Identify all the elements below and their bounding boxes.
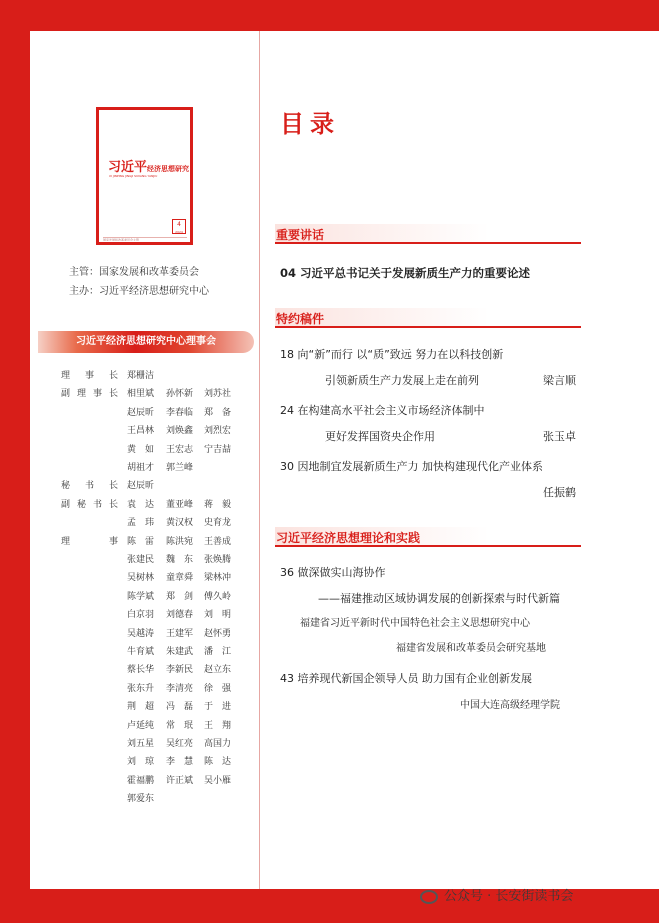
cover-brand-text: 经济思想研究 xyxy=(147,165,190,173)
roster-name: 郭兰峰 xyxy=(166,463,194,473)
roster-name: 于 进 xyxy=(204,702,232,713)
watermark xyxy=(420,885,573,904)
toc-author: 梁言顺 xyxy=(543,374,576,387)
council-title: 习近平经济思想研究中心理事会 xyxy=(76,336,216,347)
roster-row xyxy=(0,736,259,750)
roster-name: 黄汉权 xyxy=(166,518,194,529)
roster-role-char: 书 xyxy=(92,499,102,510)
roster-name: 李清亮 xyxy=(166,683,194,694)
roster-row xyxy=(0,386,259,400)
roster-name: 郑栅洁 xyxy=(127,371,155,381)
toc-entry-30[interactable]: 30 因地制宜发展新质生产力 加快构建现代化产业体系 xyxy=(280,460,543,473)
toc-entry-24[interactable]: 24 在构建高水平社会主义市场经济体制中 xyxy=(280,404,485,417)
roster-name: 陈洪宛 xyxy=(166,536,194,547)
roster-name: 潘 江 xyxy=(204,647,232,657)
roster-role xyxy=(61,534,118,547)
roster-role-char: 长 xyxy=(108,371,118,381)
toc-entry-36-line2: ——福建推动区域协调发展的创新探索与时代新篇 xyxy=(318,592,560,605)
toc-organization: 福建省习近平新时代中国特色社会主义思想研究中心 xyxy=(300,618,530,629)
roster-name: 史育龙 xyxy=(204,518,232,529)
roster-row xyxy=(0,405,259,419)
roster-name: 刘 琼 xyxy=(127,757,155,768)
section-header xyxy=(275,308,581,328)
roster-name: 张东升 xyxy=(127,683,155,694)
section-header xyxy=(275,224,581,244)
roster-role-char: 事 xyxy=(84,371,94,381)
roster-name: 孟 玮 xyxy=(127,518,155,529)
roster-name: 常 珉 xyxy=(166,720,194,731)
roster-name: 朱建武 xyxy=(166,647,194,657)
roster-role-char: 长 xyxy=(108,389,118,400)
toc-entry-24-line2: 更好发挥国资央企作用 xyxy=(325,430,435,443)
section-header xyxy=(275,527,581,547)
sponsor-line: 主办：习近平经济思想研究中心 xyxy=(69,286,209,297)
toc-organization: 中国大连高级经理学院 xyxy=(460,700,560,711)
roster-name: 霍福鹏 xyxy=(127,775,155,786)
roster-name: 李春临 xyxy=(166,407,194,418)
roster-name: 刘苏社 xyxy=(204,389,232,400)
roster-name: 刘五星 xyxy=(127,739,155,749)
roster-row xyxy=(0,607,259,621)
roster-row xyxy=(0,423,259,437)
roster-row xyxy=(0,681,259,695)
roster-name: 荆 超 xyxy=(127,702,155,713)
cover-subtitle: XI JINPING JINGJI SIXIANG YANJIU xyxy=(109,174,158,178)
cover-issue-box xyxy=(172,219,186,234)
section-name: 特约稿件 xyxy=(276,312,325,326)
roster-name: 郑 剑 xyxy=(166,591,194,602)
roster-role-char: 理 xyxy=(76,389,86,400)
toc-entry-18-line2: 引领新质生产力发展上走在前列 xyxy=(325,374,479,387)
roster-row xyxy=(0,552,259,566)
toc-author: 任振鹤 xyxy=(543,486,576,499)
roster-row xyxy=(0,791,259,805)
roster-role xyxy=(61,368,118,381)
roster-role xyxy=(61,478,118,491)
watermark-text: 公众号 · 长安街读书会 xyxy=(444,889,574,904)
section-name: 重要讲话 xyxy=(276,228,325,242)
roster-name: 张焕腾 xyxy=(204,555,232,565)
toc-entry-36[interactable]: 36 做深做实山海协作 xyxy=(280,566,386,579)
roster-name: 吴小雁 xyxy=(204,775,232,786)
toc-entry-18[interactable]: 18 向“新”而行 以“质”致远 努力在以科技创新 xyxy=(280,348,504,361)
roster-name: 吴越涛 xyxy=(127,628,155,639)
roster-row xyxy=(0,773,259,787)
roster-row xyxy=(0,534,259,548)
roster-name: 梁林冲 xyxy=(204,573,232,584)
roster-row xyxy=(0,368,259,382)
roster-name: 刘 明 xyxy=(204,610,232,621)
roster-row xyxy=(0,718,259,732)
cover-footer: 国家发展和改革委员会主管 xyxy=(103,237,187,241)
roster-name: 赵怀勇 xyxy=(204,628,232,639)
roster-name: 陈 达 xyxy=(204,757,232,768)
roster-name: 吴树林 xyxy=(127,573,155,584)
roster-role-char: 理 xyxy=(61,536,71,547)
toc-entry-04[interactable]: 04 习近平总书记关于发展新质生产力的重要论述 xyxy=(280,266,531,280)
roster-role-char: 事 xyxy=(108,536,118,547)
roster-name: 刘德春 xyxy=(166,610,194,621)
cover-brand-calligraphy: 习近平 xyxy=(108,160,148,175)
toc-entry-43[interactable]: 43 培养现代新国企领导人员 助力国有企业创新发展 xyxy=(280,672,532,685)
roster-name: 孙怀新 xyxy=(166,389,194,400)
roster-name: 陈 雷 xyxy=(127,536,155,547)
roster-role-char: 事 xyxy=(92,389,102,400)
council-title-bar xyxy=(38,331,254,353)
roster-name: 徐 强 xyxy=(204,683,232,694)
roster-name: 吴红亮 xyxy=(166,739,194,749)
roster-name: 卢延纯 xyxy=(127,720,155,731)
roster-name: 蒋 毅 xyxy=(204,499,232,510)
cover-brand xyxy=(108,156,189,175)
roster-name: 李 慧 xyxy=(166,757,194,768)
roster-name: 傅久岭 xyxy=(204,591,232,602)
roster-row xyxy=(0,497,259,511)
roster-row xyxy=(0,478,259,492)
roster-role-char: 秘 xyxy=(61,481,71,492)
roster-name: 高国力 xyxy=(204,739,232,749)
roster-role-char: 长 xyxy=(108,499,118,510)
roster-row xyxy=(0,515,259,529)
section-name: 习近平经济思想理论和实践 xyxy=(276,531,421,545)
roster-name: 王宏志 xyxy=(166,444,194,455)
roster-name: 王昌林 xyxy=(127,426,155,437)
roster-name: 宁吉喆 xyxy=(204,444,232,455)
roster-name: 陈学斌 xyxy=(127,591,155,602)
roster-row xyxy=(0,442,259,456)
roster-name: 白京羽 xyxy=(127,610,155,621)
roster-name: 童章舜 xyxy=(166,573,194,584)
roster-role-char: 理 xyxy=(61,371,71,381)
roster-role-char: 副 xyxy=(61,499,71,510)
magazine-cover xyxy=(96,107,193,245)
roster-row xyxy=(0,754,259,768)
roster-row xyxy=(0,662,259,676)
wechat-icon xyxy=(420,890,438,904)
roster-name: 相里斌 xyxy=(127,389,155,400)
roster-name: 黄 如 xyxy=(127,444,155,455)
roster-name: 董亚峰 xyxy=(166,499,194,510)
toc-title: 目录 xyxy=(280,110,340,138)
roster-role-char: 副 xyxy=(61,389,71,400)
roster-name: 赵立东 xyxy=(204,665,232,676)
roster-name: 郑 备 xyxy=(204,407,232,418)
roster-name: 张建民 xyxy=(127,555,155,565)
roster-row xyxy=(0,460,259,474)
roster-name: 王建军 xyxy=(166,628,194,639)
roster-name: 刘烈宏 xyxy=(204,426,232,437)
roster-role-char: 长 xyxy=(108,481,118,492)
cover-issue-year: 2024 xyxy=(175,230,183,234)
roster-role xyxy=(61,497,118,510)
roster-name: 王 翔 xyxy=(204,720,232,731)
roster-name: 许正斌 xyxy=(166,775,194,786)
roster-row xyxy=(0,626,259,640)
roster-name: 胡祖才 xyxy=(127,463,155,473)
roster-row xyxy=(0,699,259,713)
roster-name: 蔡长华 xyxy=(127,665,155,676)
roster-name: 王善成 xyxy=(204,536,232,547)
cover-issue-number: 4 xyxy=(177,221,181,228)
roster-role-char: 秘 xyxy=(76,499,86,510)
roster-row xyxy=(0,644,259,658)
roster-name: 赵辰昕 xyxy=(127,481,155,492)
supervisor-line: 主管：国家发展和改革委员会 xyxy=(69,267,199,278)
roster-name: 郭爱东 xyxy=(127,794,155,805)
roster-name: 牛育斌 xyxy=(127,647,155,657)
toc-organization: 福建省发展和改革委员会研究基地 xyxy=(396,643,546,654)
roster-row xyxy=(0,570,259,584)
roster-role-char: 书 xyxy=(84,481,94,492)
roster-name: 魏 东 xyxy=(166,555,194,565)
column-divider xyxy=(259,31,260,889)
roster-name: 袁 达 xyxy=(127,499,155,510)
roster-role xyxy=(61,386,118,399)
roster-name: 冯 磊 xyxy=(166,702,194,713)
roster-name: 刘焕鑫 xyxy=(166,426,194,437)
roster-name: 李新民 xyxy=(166,665,194,676)
toc-author: 张玉卓 xyxy=(543,430,576,443)
roster-name: 赵辰昕 xyxy=(127,407,155,418)
roster-row xyxy=(0,589,259,603)
